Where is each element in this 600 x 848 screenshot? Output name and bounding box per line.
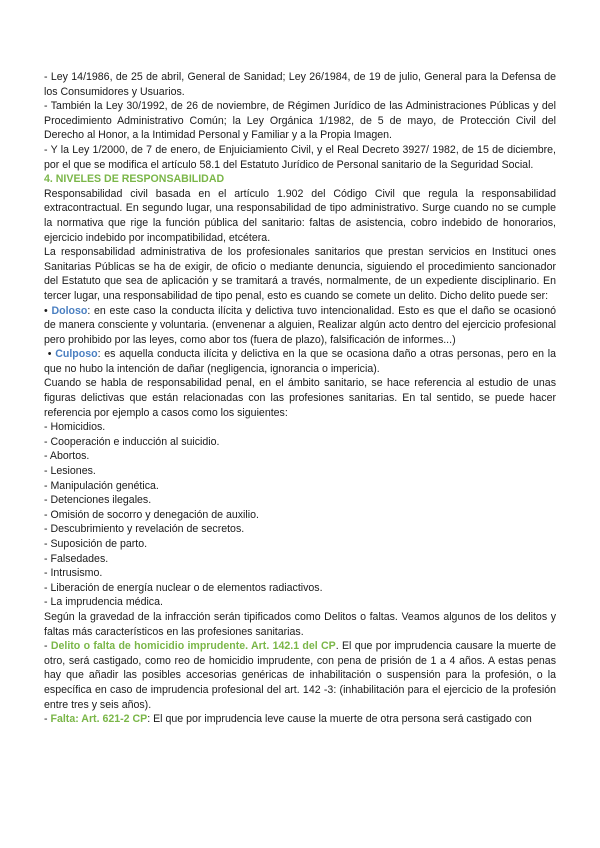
paragraph-penal-figures: Cuando se habla de responsabilidad penal, en el ámbito sanitario, se hace referencia al estudio de unas figuras delictivas que están relacionadas con las profesiones sanitarias. En tal sentido, se puede hacer referencia por ejemplo a casos como los siguientes: [44, 377, 556, 419]
doloso-item [44, 304, 556, 348]
list-item: - Liberación de energía nuclear o de elementos radiactivos. [44, 581, 323, 594]
falta-text: : El que por imprudencia leve cause la muerte de otra persona será castigado con [147, 713, 532, 726]
crimes-list [44, 420, 556, 610]
homicidio-item: - Delito o falta de homicidio imprudente. Art. 142.1 del CP. El que por imprudencia causare la muerte de otro, será castigado, como reo de homicidio imprudente, con pena de prisión de 1 a 4 años. A estas penas hay que añadir las posibles accesorias genéricas de inhabilitación o suspensión para la profesión, o la específica en caso de imprudencia profesional del art. 142 -3: (inhabilitación para el ejercicio de la profesión entre tres y seis años). [44, 640, 556, 711]
list-item: - Suposición de parto. [44, 538, 148, 550]
doloso-text: : en este caso la conducta ilícita y delictiva tuvo intencionalidad. Esto es que el daño se ocasionó de manera consciente y voluntaria. (envenenar a alguien, Realizar algún acto dentro del ejercicio profesional pero prohibido por las leyes, como abor tos (fuera de plazo), falsificación de informes...) [44, 304, 556, 346]
law-reference-2: - También la Ley 30/1992, de 26 de noviembre, de Régimen Jurídico de las Administraciones Públicas y del Procedimiento Administrativo Común; la Ley Orgánica 1/1982, de 5 de mayo, de Protección Civil del Derecho al Honor, a la Intimidad Personal y Familiar y a la Propia Imagen. [44, 100, 556, 142]
list-item: - Descubrimiento y revelación de secretos. [44, 523, 245, 536]
list-item: - Homicidios. [44, 421, 106, 434]
law-reference-1: - Ley 14/1986, de 25 de abril, General de Sanidad; Ley 26/1984, de 19 de julio, General para la Defensa de los Consumidores y Usuarios. [44, 71, 556, 98]
list-item: - La imprudencia médica. [44, 596, 163, 609]
doloso-label: Doloso [51, 304, 88, 317]
list-item: - Falsedades. [44, 552, 109, 565]
list-item: - Cooperación e inducción al suicidio. [44, 435, 220, 448]
list-item: - Intrusismo. [44, 567, 103, 580]
falta-label: Falta: Art. 621-2 CP [50, 713, 148, 726]
bullet-icon: • [47, 348, 52, 361]
document-page [44, 70, 556, 727]
falta-item: - Falta: Art. 621-2 CP: El que por imprudencia leve cause la muerte de otra persona será castigado con [44, 713, 532, 726]
paragraph-civil-responsibility: Responsabilidad civil basada en el artículo 1.902 del Código Civil que regula la responsabilidad extracontractual. En segundo lugar, una responsabilidad de tipo administrativo. Surge cuando no se cumple la normativa que rige la función pública del sanitario: faltas de asistencia, cobro indebido de honorarios, ejercicio indebido por incompatibilidad, etcétera. [44, 187, 556, 244]
culposo-label: Culposo [55, 348, 98, 361]
paragraph-severity: Según la gravedad de la infracción serán tipificados como Delitos o faltas. Veamos algunos de los delitos y faltas más característicos en las profesiones sanitarias. [44, 610, 556, 638]
culposo-text: : es aquella conducta ilícita y delictiva en la que se ocasiona daño a otras personas, pero en la que no hubo la intención de dañar (negligencia, ignorancia o impericia). [44, 348, 556, 375]
list-item: - Detenciones ilegales. [44, 494, 152, 507]
list-item: - Lesiones. [44, 465, 96, 478]
bullet-icon: • [44, 304, 48, 317]
culposo-item [44, 347, 556, 376]
homicidio-label: Delito o falta de homicidio imprudente. Art. 142.1 del CP [50, 640, 336, 653]
list-item: - Omisión de socorro y denegación de auxilio. [44, 508, 259, 521]
list-item: - Manipulación genética. [44, 479, 159, 492]
list-item: - Abortos. [44, 450, 90, 463]
section-heading: 4. NIVELES DE RESPONSABILIDAD [44, 173, 225, 186]
homicidio-text: . El que por imprudencia causare la muerte de otro, será castigado, como reo de homicidio imprudente, con pena de prisión de 1 a 4 años. A estas penas hay que añadir las posibles accesorias genéricas de inhabilitación o suspensión para la profesión, o la específica en caso de imprudencia profesional del art. 142 -3: (inhabilitación para el ejercicio de la profesión entre tres y seis años). [44, 640, 556, 711]
law-reference-3: - Y la Ley 1/2000, de 7 de enero, de Enjuiciamiento Civil, y el Real Decreto 3927/ 1982, de 15 de diciembre, por el que se modifica el artículo 58.1 del Estatuto Jurídico de Personal sanitario de la Seguridad Social. [44, 143, 556, 171]
paragraph-administrative-responsibility: La responsabilidad administrativa de los profesionales sanitarios que prestan servicios en Instituci ones Sanitarias Públicas se ha de exigir, de oficio o mediante denuncia, siguiendo el procedimiento sancionador del Estatuto que sea de aplicación y se tramitará a través, normalmente, de un expediente disciplinario. En tercer lugar, una responsabilidad de tipo penal, esto es cuando se comete un delito. Dicho delito puede ser: [44, 246, 556, 302]
